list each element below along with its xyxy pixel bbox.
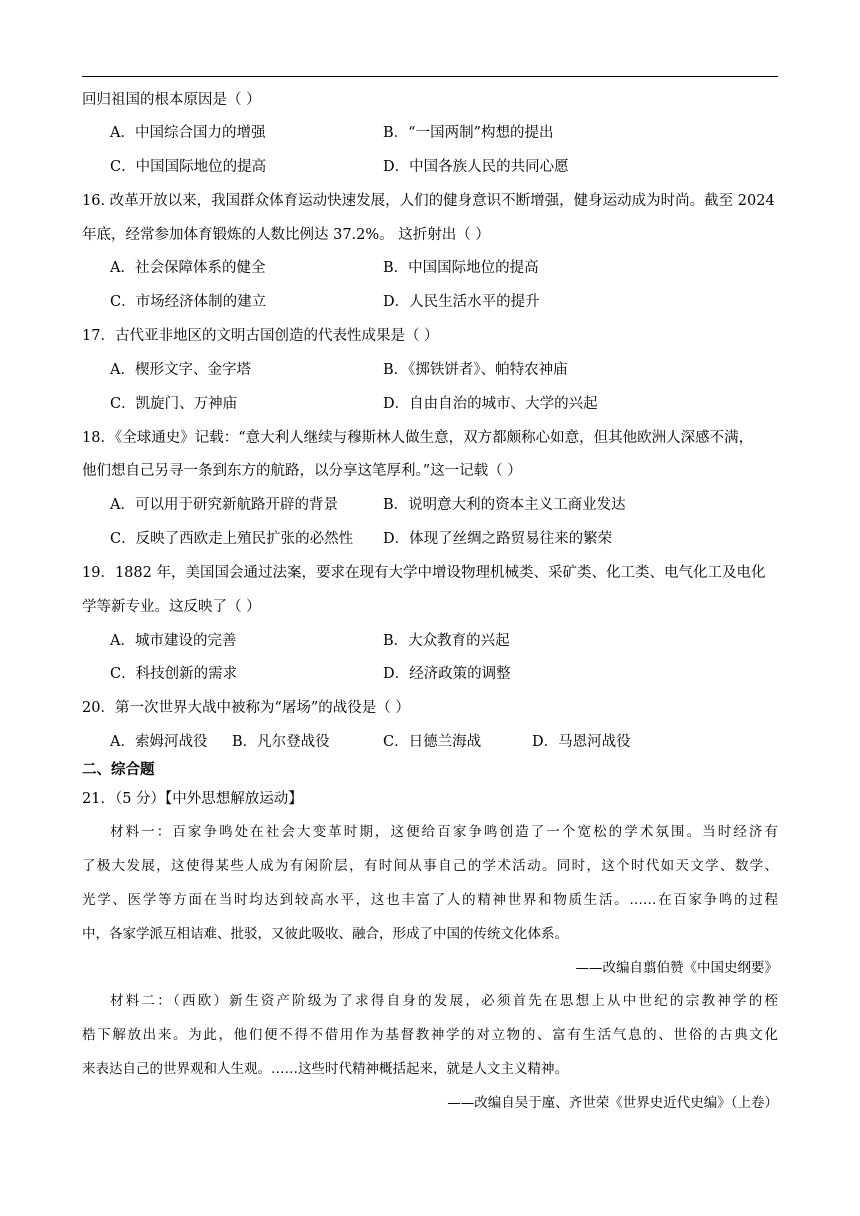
q20-option-b: B．凡尔登战役 [232,734,330,750]
q16-stem-line2: 年底，经常参加体育锻炼的人数比例达 37.2%。 这折射出（ ） [82,227,490,243]
material2-line2: 梏下解放出来。为此，他们便不得不借用作为基督教神学的对立物的、富有生活气息的、世俗的古典文化 [82,1027,778,1043]
q19-option-c: C．科技创新的需求 [110,666,238,682]
q15-option-a: A．中国综合国力的增强 [110,125,266,141]
q16-stem-line1: 16. 改革开放以来，我国群众体育运动快速发展，人们的健身意识不断增强，健身运动成为时尚。截至 2024 [82,193,775,209]
q18-option-a: A．可以用于研究新航路开辟的背景 [110,497,338,513]
material1-line3: 光学、医学等方面在当时均达到较高水平，这也丰富了人的精神世界和物质生活。……在百家争鸣的过程 [82,892,778,908]
q19-stem-line1: 19．1882 年，美国国会通过法案，要求在现有大学中增设物理机械类、采矿类、化工类、电气化工及电化 [82,565,766,581]
q16-option-c: C．市场经济体制的建立 [110,294,267,310]
q17-stem: 17．古代亚非地区的文明古国创造的代表性成果是（ ） [82,328,439,344]
material1-line4: 中，各家学派互相诘难、批驳，又彼此吸收、融合，形成了中国的传统文化体系。 [82,926,568,942]
material1-line1: 材料一：百家争鸣处在社会大变革时期，这便给百家争鸣创造了一个宽松的学术氛围。当时经济有 [110,824,778,840]
material1-source: ——改编自翦伯赞《中国史纲要》 [575,960,778,976]
section-heading: 二、综合题 [82,761,155,778]
q17-option-b: B．《掷铁饼者》、帕特农神庙 [383,362,568,378]
q16-option-a: A．社会保障体系的健全 [110,260,266,276]
header-rule [82,76,778,77]
q20-option-a: A．索姆河战役 [110,734,208,750]
material2-line3: 来表达自己的世界观和人生观。……这些时代精神概括起来，就是人文主义精神。 [82,1061,568,1077]
q20-option-c: C．日德兰海战 [383,734,482,750]
q18-option-c: C．反映了西欧走上殖民扩张的必然性 [110,531,354,547]
q16-option-b: B．中国国际地位的提高 [383,260,539,276]
q18-option-d: D．体现了丝绸之路贸易往来的繁荣 [383,531,613,547]
q19-option-b: B．大众教育的兴起 [383,633,510,649]
q15-option-b: B．“一国两制”构想的提出 [383,125,554,141]
q17-option-c: C．凯旋门、万神庙 [110,396,238,412]
q17-option-a: A．楔形文字、金字塔 [110,362,251,378]
material1-line2: 了极大发展，这使得某些人成为有闲阶层，有时间从事自己的学术活动。同时，这个时代如天文学、数学、 [82,858,778,874]
q16-option-d: D．人民生活水平的提升 [383,294,540,310]
q15-option-c: C．中国国际地位的提高 [110,159,267,175]
q18-stem-line1: 18．《全球通史》记载：“意大利人继续与穆斯林人做生意，双方都颇称心如意，但其他欧洲人深感不满， [82,430,754,446]
q18-option-b: B．说明意大利的资本主义工商业发达 [383,497,626,513]
q17-option-d: D．自由自治的城市、大学的兴起 [383,396,598,412]
q19-option-a: A．城市建设的完善 [110,633,237,649]
q15-option-d: D．中国各族人民的共同心愿 [383,159,569,175]
q21-title: 21．（5 分）【中外思想解放运动】 [82,791,303,807]
q19-stem-line2: 学等新专业。这反映了（ ） [82,599,261,615]
q19-option-d: D．经济政策的调整 [383,666,511,682]
material2-source: ——改编自吴于廑、齐世荣《世界史近代史编》（上卷） [447,1095,778,1111]
q18-stem-line2: 他们想自己另寻一条到东方的航路，以分享这笔厚利。”这一记载（ ） [82,463,522,479]
q20-stem: 20．第一次世界大战中被称为“屠场”的战役是（ ） [82,700,410,716]
material2-line1: 材料二：（西欧）新生资产阶级为了求得自身的发展，必须首先在思想上从中世纪的宗教神学的桎 [110,993,778,1009]
q15-stem-tail: 回归祖国的根本原因是（ ） [82,92,261,108]
q20-option-d: D．马恩河战役 [532,734,631,750]
